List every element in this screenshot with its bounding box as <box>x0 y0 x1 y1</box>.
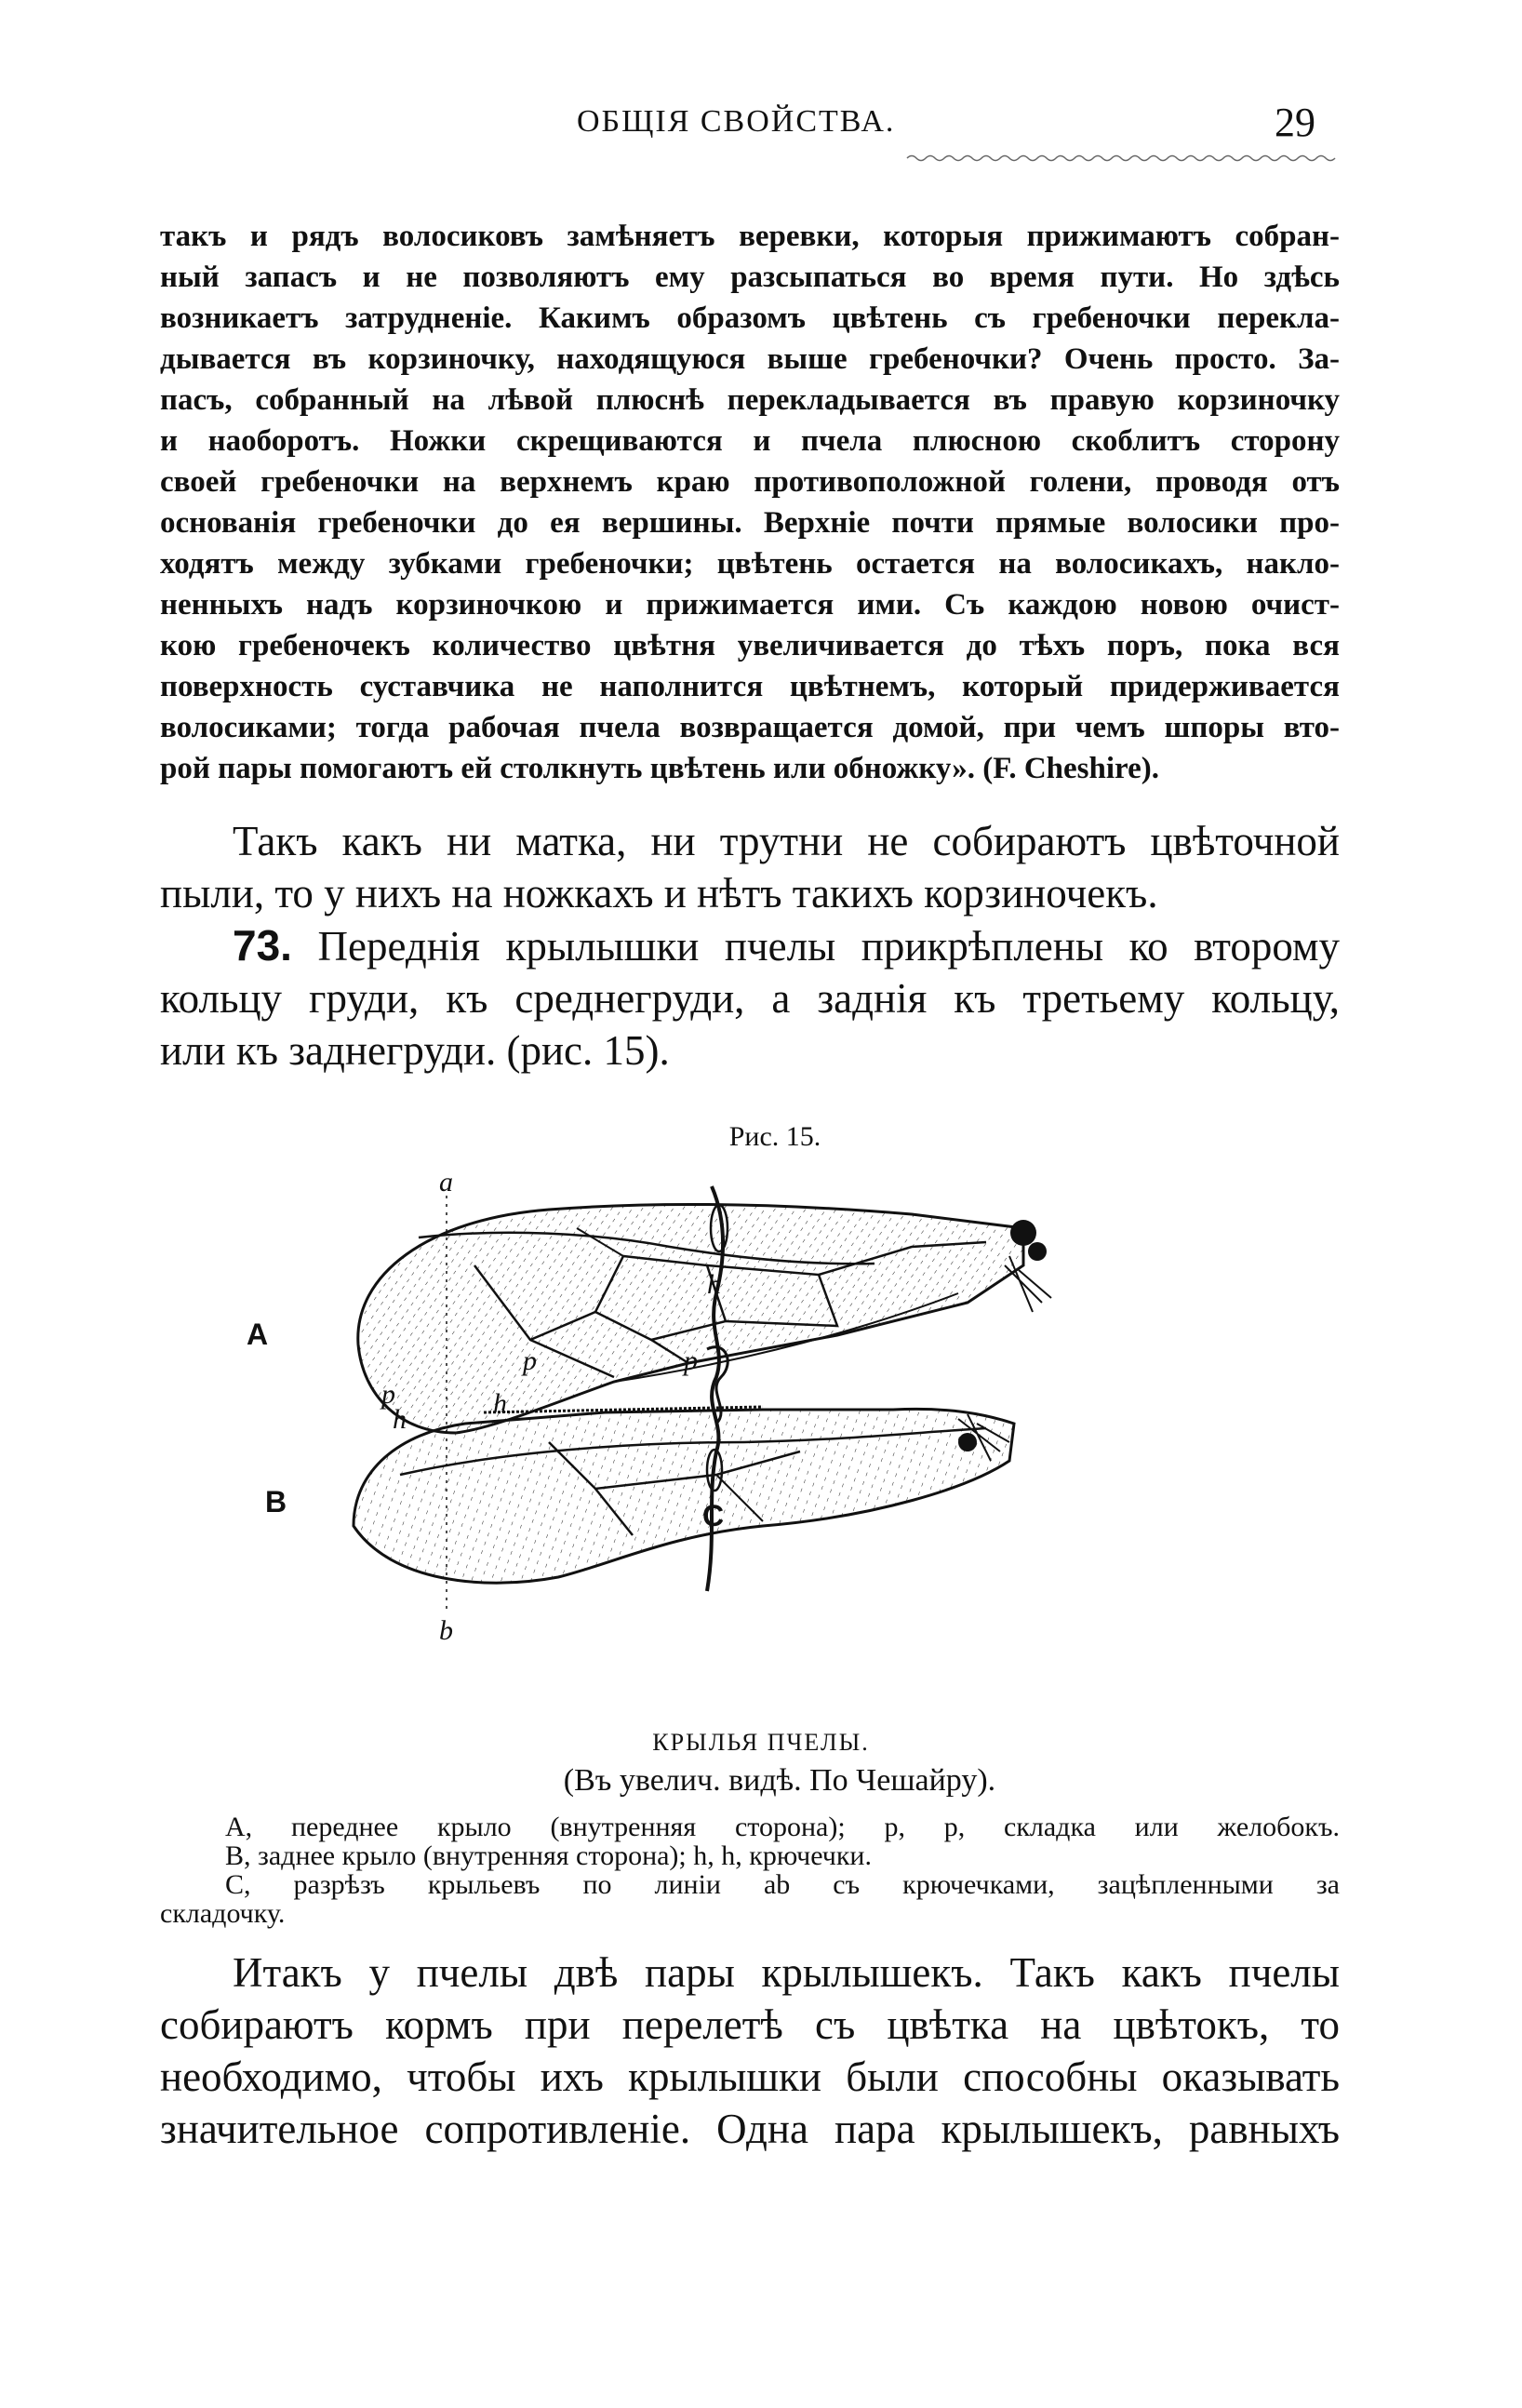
section-number: 73. <box>233 921 292 970</box>
caption-title: КРЫЛЬЯ ПЧЕЛЫ. <box>652 1729 870 1756</box>
legend-line: B, заднее крыло (внутренняя сторона); h, h, крючечки. <box>225 1840 872 1871</box>
legend-line: складочку. <box>160 1898 286 1929</box>
quote-line: ный запасъ и не позволяютъ ему разсыпаться во время пути. Но здѣсь <box>160 261 1340 294</box>
quote-line: кою гребеночекъ количество цвѣтня увеличивается до тѣхъ поръ, пока вся <box>160 629 1340 662</box>
label-p-small: p <box>381 1379 395 1410</box>
paragraph-line: значительное сопротивленіе. Одна пара крылышекъ, равныхъ <box>160 2106 1340 2152</box>
quote-line: ходятъ между зубками гребеночки; цвѣтень остается на волосикахъ, накло- <box>160 547 1340 581</box>
label-p-main: p <box>523 1345 537 1376</box>
forewing-a <box>358 1205 1051 1433</box>
paragraph-line: кольцу груди, къ среднегруди, а заднія къ третьему кольцу, <box>160 975 1340 1022</box>
label-B: B <box>265 1485 287 1518</box>
page-number: 29 <box>1275 100 1315 145</box>
closing-paragraph <box>160 1946 1340 2155</box>
paragraph-line: Итакъ у пчелы двѣ пары крылышекъ. Такъ какъ пчелы <box>233 1949 1340 1996</box>
quote-line: рой пары помогаютъ ей столкнуть цвѣтень или обножку». (F. Cheshire). <box>160 752 1159 785</box>
paragraph-line: собираютъ кормъ при перелетѣ съ цвѣтка на цвѣтокъ, то <box>160 2001 1340 2048</box>
quote-line: волосиками; тогда рабочая пчела возвращается домой, при чемъ шпоры вто- <box>160 711 1340 744</box>
running-head <box>0 100 1522 160</box>
quote-line: пасъ, собранный на лѣвой плюснѣ перекладывается въ правую корзиночку <box>160 383 1340 417</box>
quote-line: дывается въ корзиночку, находящуюся выше гребеночки? Очень просто. За- <box>160 342 1340 376</box>
label-h-mid: h <box>493 1388 507 1419</box>
bee-wings-figure <box>247 1163 1200 1703</box>
label-b: b <box>439 1615 453 1646</box>
label-p-section: p <box>684 1345 698 1376</box>
section-73-first-line <box>160 919 1340 972</box>
figure-label: Рис. 15. <box>728 1121 821 1152</box>
quote-line: ненныхъ надъ корзиночкою и прижимается ими. Съ каждою новою очист- <box>160 588 1340 622</box>
paragraph-line: или къ заднегруди. (рис. 15). <box>160 1027 670 1074</box>
paragraph-line: пыли, то у нихъ на ножкахъ и нѣтъ такихъ корзиночекъ. <box>160 870 1158 916</box>
quotation-block <box>160 216 1340 789</box>
quote-line: и наоборотъ. Ножки скрещиваются и пчела плюсною скоблитъ сторону <box>160 424 1340 458</box>
quote-line: поверхность суставчика не наполнится цвѣтнемъ, который придерживается <box>160 670 1340 703</box>
running-title: ОБЩІЯ СВОЙСТВА. <box>577 104 896 139</box>
quote-line: такъ и рядъ волосиковъ замѣняетъ веревки, которыя прижимаютъ собран- <box>160 220 1340 253</box>
header-ornament-rule <box>907 153 1335 164</box>
quote-line: возникаетъ затрудненіе. Какимъ образомъ цвѣтень съ гребеночки перекла- <box>160 301 1340 335</box>
section-73 <box>160 919 1340 1077</box>
caption-subtitle: (Въ увелич. видѣ. По Чешайру). <box>563 1763 996 1798</box>
label-a: a <box>439 1167 453 1197</box>
bee-wings-illustration <box>247 1163 1200 1703</box>
quote-line: основанія гребеночки до ея вершины. Верхніе почти прямые волосики про- <box>160 506 1340 540</box>
paragraph-drones <box>160 815 1340 919</box>
label-A: A <box>247 1318 269 1351</box>
label-h-left: h <box>393 1404 407 1435</box>
legend-line: C, разрѣзъ крыльевъ по линіи ab съ крючечками, зацѣпленными за <box>225 1869 1340 1900</box>
figure-legend <box>160 1813 1340 1928</box>
section-73-lead: Переднія крылышки пчелы прикрѣплены ко второму <box>317 923 1340 970</box>
hindwing-b <box>354 1407 1014 1583</box>
paragraph-line: Такъ какъ ни матка, ни трутни не собираютъ цвѣточной <box>233 818 1340 864</box>
paragraph-line: необходимо, чтобы ихъ крылышки были способны оказывать <box>160 2053 1340 2100</box>
label-h-section: h <box>707 1269 721 1300</box>
legend-line: A, переднее крыло (внутренняя сторона); p, p, складка или желобокъ. <box>225 1812 1340 1842</box>
label-C: C <box>702 1499 725 1532</box>
quote-line: своей гребеночки на верхнемъ краю противоположной голени, проводя отъ <box>160 465 1340 499</box>
